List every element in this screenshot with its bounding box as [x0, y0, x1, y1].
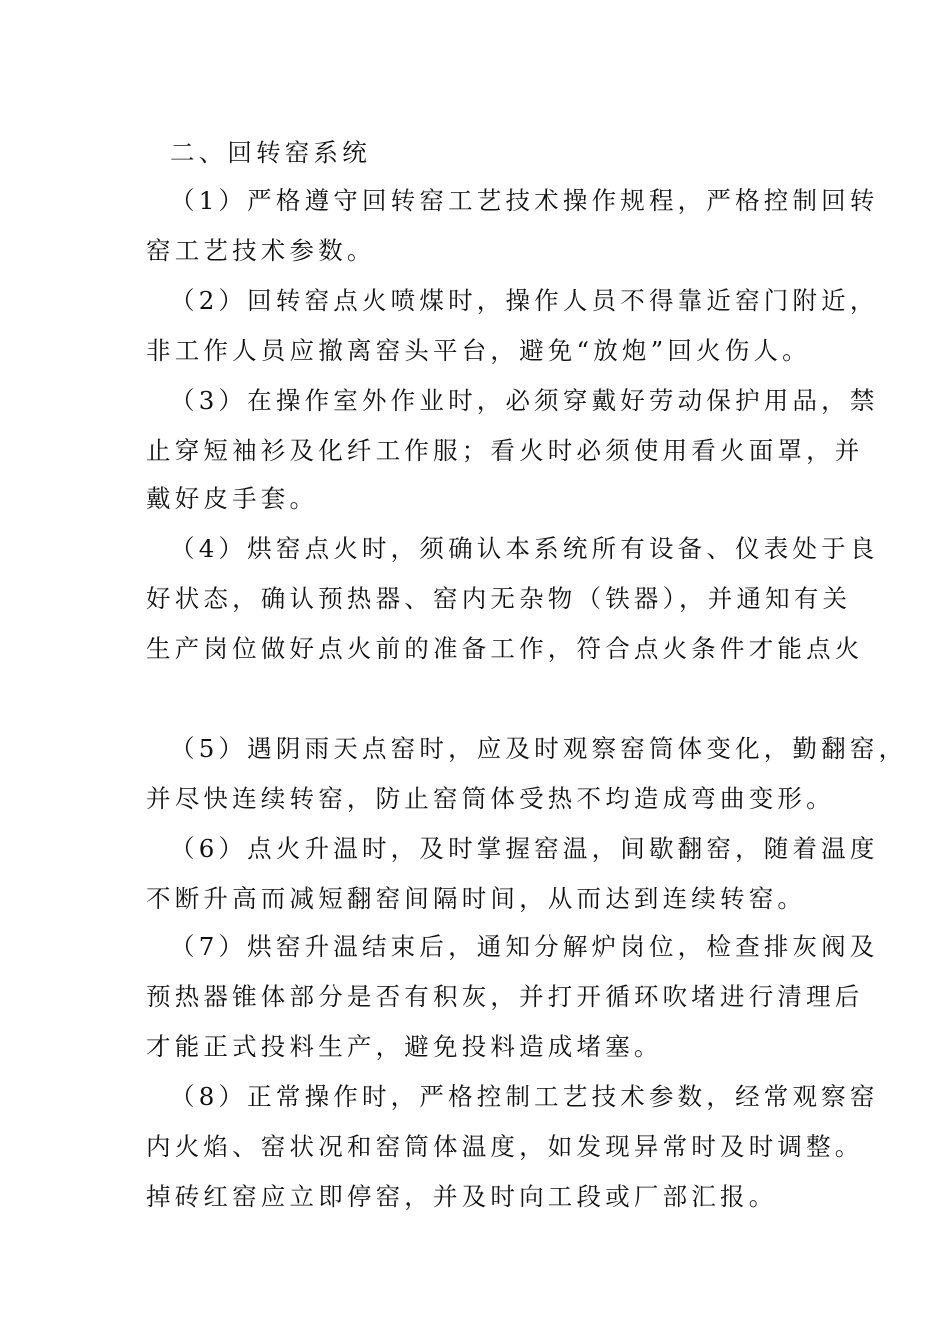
paragraph-line: 掉砖红窑应立即停窑，并及时向工段或厂部汇报。: [146, 1182, 778, 1211]
paragraph-line: 生产岗位做好点火前的准备工作，符合点火条件才能点火: [146, 634, 864, 663]
section-heading: 二、回转窑系统: [170, 138, 371, 167]
paragraph-line: （3）在操作室外作业时，必须穿戴好劳动保护用品，禁: [170, 386, 879, 415]
paragraph-line: （6）点火升温时，及时掌握窑温，间歇翻窑，随着温度: [170, 834, 879, 863]
paragraph-line: 预热器锥体部分是否有积灰，并打开循环吹堵进行清理后: [146, 982, 864, 1011]
paragraph-line: （1）严格遵守回转窑工艺技术操作规程，严格控制回转: [170, 186, 879, 215]
paragraph-line: （5）遇阴雨天点窑时，应及时观察窑筒体变化，勤翻窑，: [170, 734, 908, 763]
paragraph-line: （2）回转窑点火喷煤时，操作人员不得靠近窑门附近，: [170, 286, 879, 315]
paragraph-line: （7）烘窑升温结束后，通知分解炉岗位，检查排灰阀及: [170, 932, 879, 961]
paragraph-line: 才能正式投料生产，避免投料造成堵塞。: [146, 1032, 663, 1061]
paragraph-line: 窑工艺技术参数。: [146, 236, 376, 265]
paragraph-line: 并尽快连续转窑，防止窑筒体受热不均造成弯曲变形。: [146, 784, 835, 813]
paragraph-line: 不断升高而减短翻窑间隔时间，从而达到连续转窑。: [146, 884, 807, 913]
paragraph-line: 戴好皮手套。: [146, 484, 319, 513]
paragraph-line: 内火焰、窑状况和窑筒体温度，如发现异常时及时调整。: [146, 1132, 864, 1161]
paragraph-line: 好状态，确认预热器、窑内无杂物（铁器），并通知有关: [146, 584, 852, 613]
paragraph-line: （8）正常操作时，严格控制工艺技术参数，经常观察窑: [170, 1082, 879, 1111]
paragraph-line: 止穿短袖衫及化纤工作服；看火时必须使用看火面罩，并: [146, 436, 864, 465]
paragraph-line: （4）烘窑点火时，须确认本系统所有设备、仪表处于良: [170, 534, 879, 563]
paragraph-line: 非工作人员应撤离窑头平台，避免“放炮”回火伤人。: [146, 336, 811, 365]
